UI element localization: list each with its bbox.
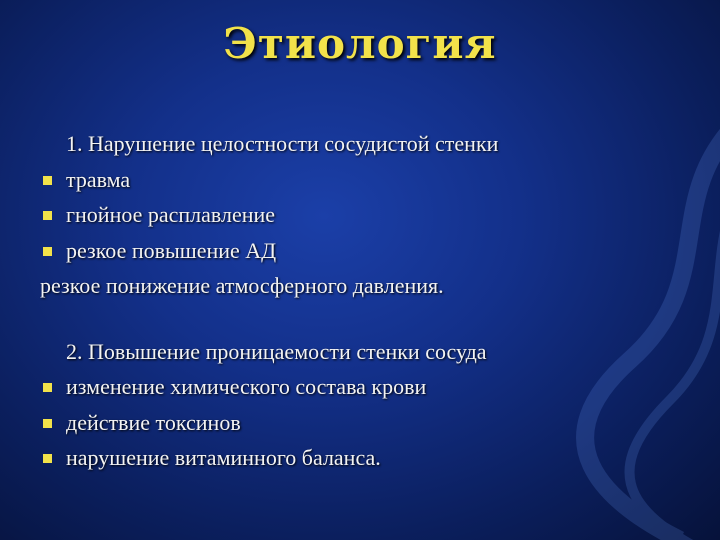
section-2-heading: 2. Повышение проницаемости стенки сосуда [66,338,487,364]
section-1-continuation: резкое понижение атмосферного давления. [40,273,444,298]
list-item [40,233,680,269]
list-item-text: резкое повышение АД [66,237,277,263]
square-bullet-icon [43,419,52,428]
list-item [40,197,680,233]
list-item-text: травма [66,166,131,192]
section-1-heading: 1. Нарушение целостности сосудистой стенки [66,131,499,156]
list-item-text: изменение химического состава крови [66,374,427,399]
list-item [40,405,680,441]
square-bullet-icon [43,176,52,185]
list-item [40,440,680,476]
list-item [40,162,680,198]
slide-content [40,126,680,476]
slide-title: Этиология [223,19,497,68]
square-bullet-icon [43,247,52,256]
section-gap [40,304,680,334]
list-item-text: действие токсинов [66,409,241,435]
list-item-text: гнойное расплавление [66,202,276,227]
square-bullet-icon [43,454,52,463]
list-item [40,369,680,405]
square-bullet-icon [43,383,52,392]
square-bullet-icon [43,211,52,220]
list-item-text: нарушение витаминного баланса. [66,445,381,470]
